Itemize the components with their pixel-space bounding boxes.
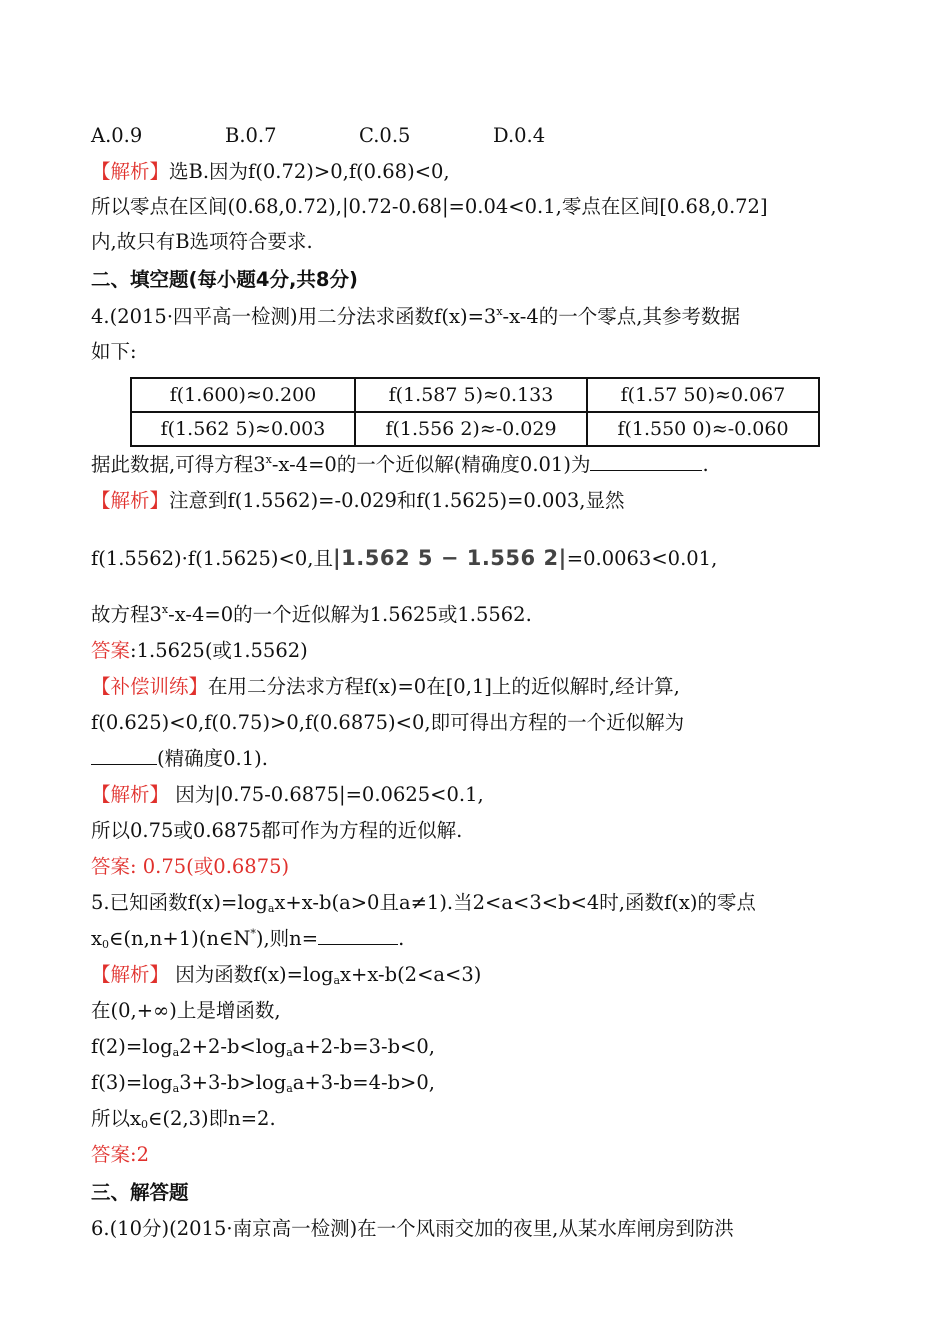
q5-e-sub: 0: [141, 1118, 148, 1131]
q5-d1-sub: a: [172, 1082, 180, 1095]
q4-jiexi-text-2b: =0.0063<0.01,: [566, 547, 718, 570]
answer-blank[interactable]: [91, 746, 157, 765]
table-cell: f(1.587 5)≈0.133: [355, 378, 587, 412]
answer-tag: 答案: [91, 639, 131, 662]
q5-stem-line-1: [91, 890, 756, 916]
q5-text-1b: x+x-b(a>0且a≠1).当2<a<3<b<4时,函数f(x)的零点: [274, 891, 756, 914]
option-c: C.0.5: [359, 124, 411, 147]
bc-answer: 答案: 0.75(或0.6875): [91, 855, 290, 878]
bc-jiexi-text-1: 因为|0.75-0.6875|=0.0625<0.1,: [169, 783, 484, 806]
q4-stem-b: -x-4的一个零点,其参考数据: [502, 305, 740, 328]
bc-tag: 【补偿训练】: [91, 675, 209, 698]
q4-after-b: -x-4=0的一个近似解(精确度0.01)为: [271, 453, 591, 476]
q4-jiexi-line-2: [91, 545, 717, 572]
q5-c3: a+2-b=3-b<0,: [292, 1035, 436, 1058]
section-3-heading: 三、解答题: [91, 1181, 189, 1204]
q5-d2: 3+3-b>log: [179, 1071, 287, 1094]
q4-stem-line-1: [91, 304, 740, 330]
q4-after-sup: x: [265, 453, 272, 466]
bc-text-1: 在用二分法求方程f(x)=0在[0,1]上的近似解时,经计算,: [208, 675, 680, 698]
section-2-heading: 二、填空题(每小题4分,共8分): [91, 268, 358, 291]
q4-question-line: [91, 452, 709, 478]
q5-jiexi-line-1: [91, 962, 481, 988]
table-cell: f(1.562 5)≈0.003: [131, 412, 355, 446]
q5-jiexi-sub: a: [333, 974, 341, 987]
q4-after-a: 据此数据,可得方程3: [91, 453, 266, 476]
q4-after-end: .: [702, 453, 709, 476]
q5-jiexi-text-1a: 因为函数f(x)=log: [169, 963, 334, 986]
q5-text-2c: ),则n=: [255, 927, 319, 950]
q5-sub-1: a: [267, 902, 275, 915]
q3-jiexi-line-3: 内,故只有B选项符合要求.: [91, 230, 313, 253]
q5-c1-sub: a: [172, 1046, 180, 1059]
bc-line-3: [91, 746, 268, 772]
table-cell: f(1.57 50)≈0.067: [587, 378, 819, 412]
answer-blank[interactable]: [318, 926, 398, 945]
q4-jiexi-line-1: [91, 488, 624, 514]
q5-text-2a: x: [91, 927, 102, 950]
bc-jiexi-line-1: [91, 782, 484, 808]
q5-sub-2: 0: [102, 938, 109, 951]
table-row: [131, 412, 819, 446]
absolute-difference-formula: |1.562 5 − 1.556 2|: [332, 546, 567, 570]
q5-c1: f(2)=log: [91, 1035, 173, 1058]
bc-line-2: f(0.625)<0,f(0.75)>0,f(0.6875)<0,即可得出方程的一个近似解为: [91, 711, 685, 734]
jiexi-tag: 【解析】: [91, 963, 170, 986]
q4-stem-sup: x: [496, 305, 503, 318]
q3-jiexi-line-1: [91, 159, 450, 185]
jiexi-tag: 【解析】: [91, 489, 170, 512]
bc-text-3: (精确度0.1).: [157, 747, 268, 770]
table-row: [131, 378, 819, 412]
q5-text-1a: 5.已知函数f(x)=log: [91, 891, 268, 914]
q4-jiexi-text-1: 注意到f(1.5562)=-0.029和f(1.5625)=0.003,显然: [169, 489, 625, 512]
q5-text-2end: .: [398, 927, 405, 950]
q5-d1: f(3)=log: [91, 1071, 173, 1094]
q3-jiexi-text-1: 选B.因为f(0.72)>0,f(0.68)<0,: [169, 160, 450, 183]
q4-jiexi-sup: x: [161, 603, 169, 616]
q4-jiexi-line-3: [91, 602, 532, 628]
table-cell: f(1.556 2)≈-0.029: [355, 412, 587, 446]
q6-stem-line-1: 6.(10分)(2015·南京高一检测)在一个风雨交加的夜里,从某水库闸房到防洪: [91, 1217, 734, 1240]
q4-jiexi-text-3b: -x-4=0的一个近似解为1.5625或1.5562.: [168, 603, 532, 626]
table-cell: f(1.600)≈0.200: [131, 378, 355, 412]
q5-jiexi-line-2: 在(0,+∞)上是增函数,: [91, 999, 281, 1022]
q5-c2-sub: a: [286, 1046, 293, 1059]
bc-jiexi-line-2: 所以0.75或0.6875都可作为方程的近似解.: [91, 819, 463, 842]
q4-jiexi-text-2a: f(1.5562)·f(1.5625)<0,且: [91, 547, 333, 570]
q5-text-2b: ∈(n,n+1)(n∈N: [109, 927, 251, 950]
answer-blank[interactable]: [590, 452, 702, 471]
bc-line-1: [91, 674, 680, 700]
q5-answer: 答案:2: [91, 1143, 149, 1166]
q4-answer-value: :1.5625(或1.5562): [130, 639, 308, 662]
q4-answer: [91, 638, 308, 664]
option-b: B.0.7: [225, 124, 277, 147]
q3-jiexi-line-2: 所以零点在区间(0.68,0.72),|0.72-0.68|=0.04<0.1,零点在区间[0.68,0.72]: [91, 195, 768, 218]
q5-d2-sub: a: [286, 1082, 293, 1095]
q5-jiexi-text-1b: x+x-b(2<a<3): [340, 963, 482, 986]
q5-d3: a+3-b=4-b>0,: [292, 1071, 436, 1094]
q5-jiexi-line-4: [91, 1070, 435, 1096]
jiexi-tag: 【解析】: [91, 160, 170, 183]
q5-e2: ∈(2,3)即n=2.: [148, 1107, 276, 1130]
q5-sup-2: *: [250, 927, 256, 940]
q3-options: [91, 123, 545, 149]
option-d: D.0.4: [493, 124, 546, 147]
reference-data-table: [130, 377, 820, 447]
q4-stem-a: 4.(2015·四平高一检测)用二分法求函数f(x)=3: [91, 305, 497, 328]
q5-jiexi-line-3: [91, 1034, 435, 1060]
q5-c2: 2+2-b<log: [179, 1035, 287, 1058]
option-a: A.0.9: [91, 124, 143, 147]
q4-jiexi-text-3a: 故方程3: [91, 603, 162, 626]
q4-stem-line-2: 如下:: [91, 340, 137, 363]
q5-stem-line-2: [91, 926, 404, 952]
q5-e1: 所以x: [91, 1107, 141, 1130]
q5-jiexi-line-5: [91, 1106, 276, 1132]
table-cell: f(1.550 0)≈-0.060: [587, 412, 819, 446]
jiexi-tag: 【解析】: [91, 783, 170, 806]
